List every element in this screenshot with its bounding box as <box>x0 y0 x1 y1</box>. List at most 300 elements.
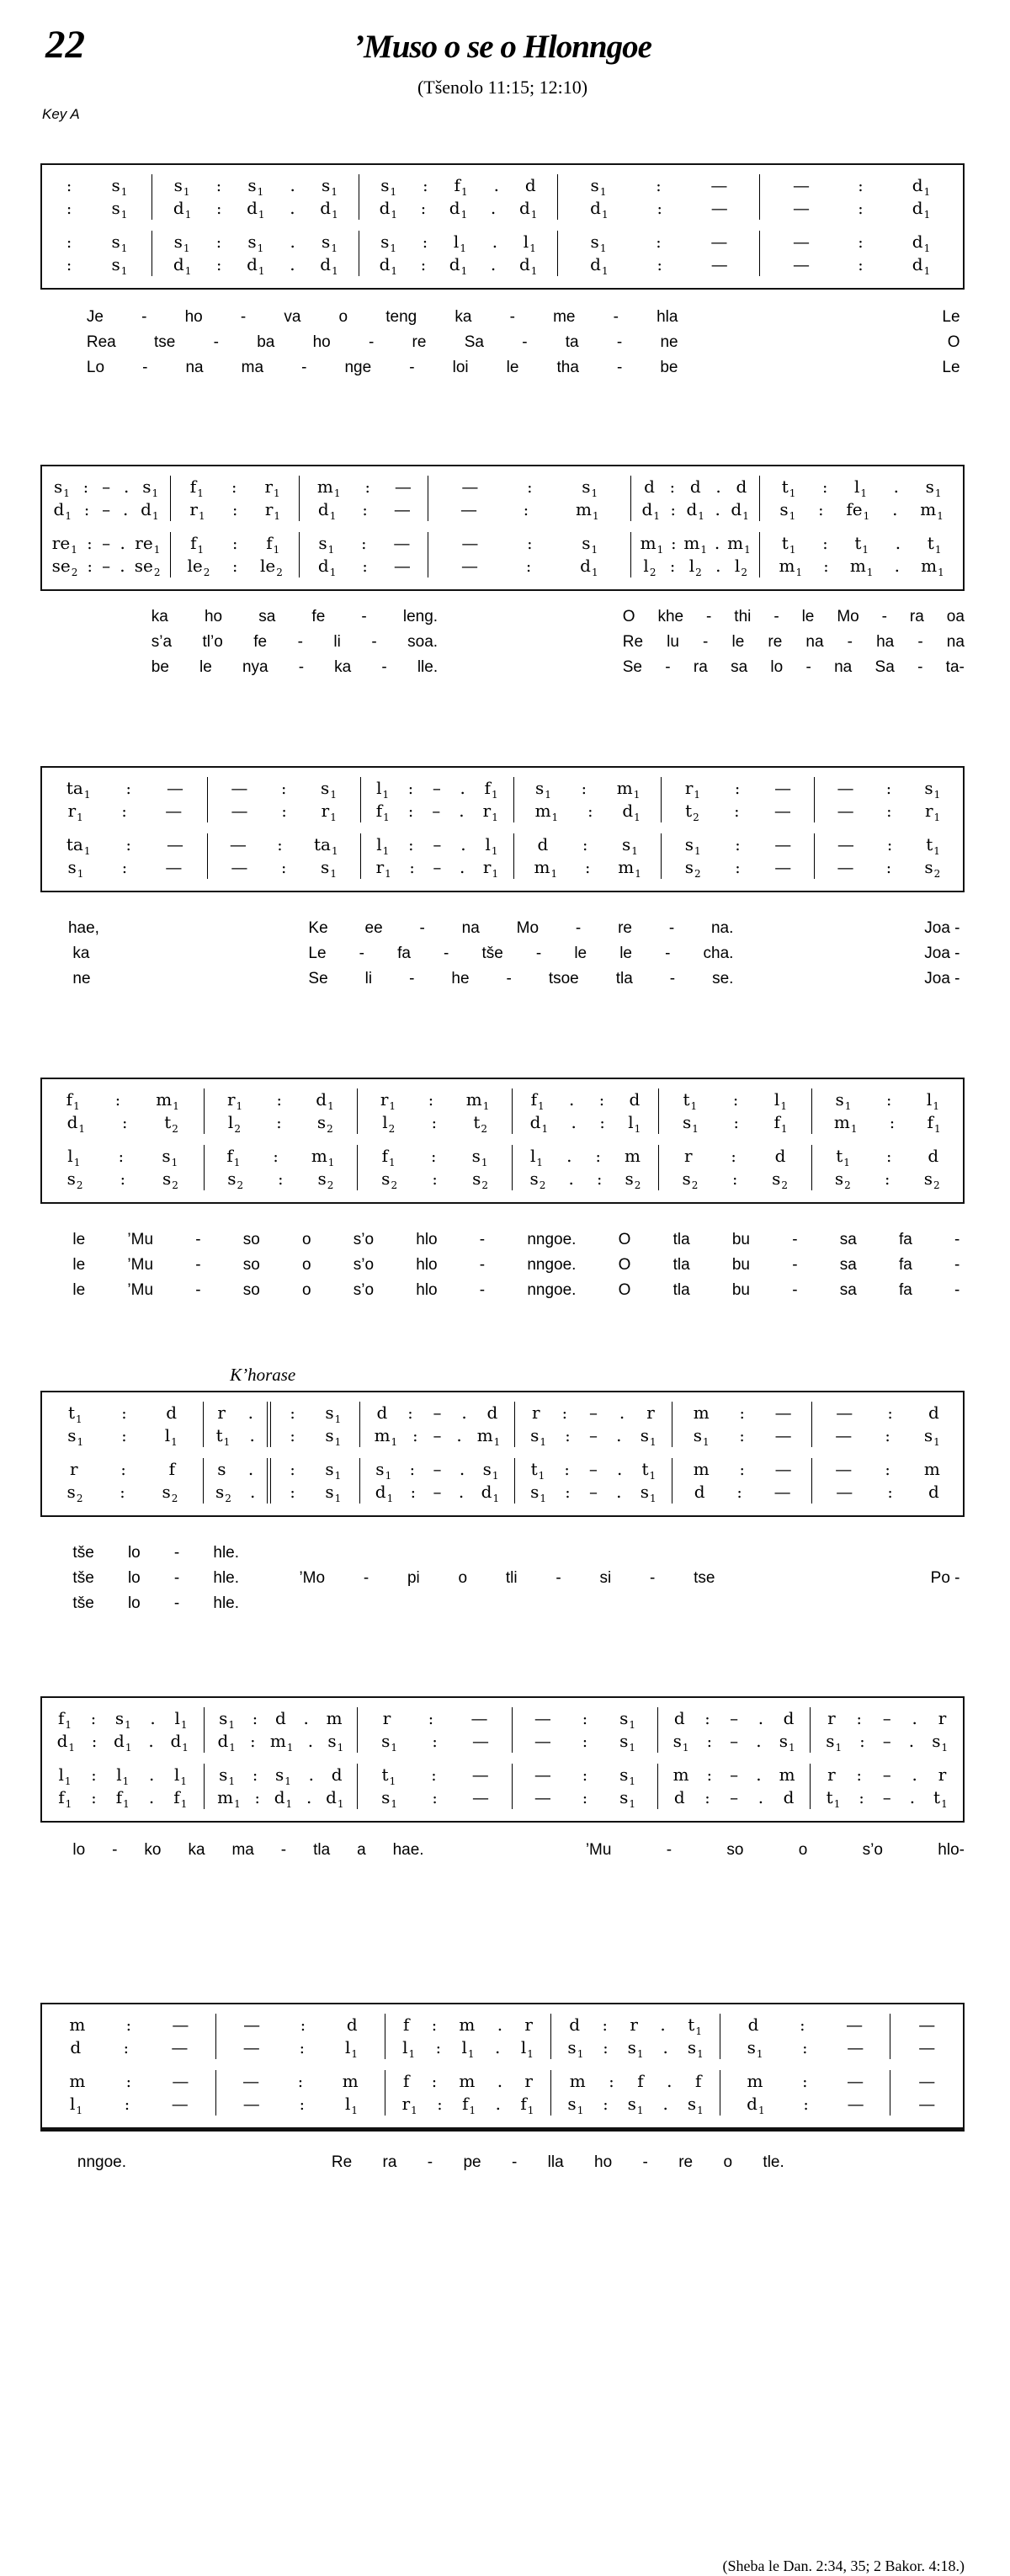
notation-token: $s_2$ <box>529 1168 546 1191</box>
syllable: ’Mo <box>299 1569 326 1587</box>
voice-tenor <box>551 2070 720 2093</box>
notation-token: — <box>774 857 791 877</box>
notation-token: d <box>644 476 655 497</box>
syllable: he <box>451 970 470 987</box>
bar-cell <box>358 1707 513 1753</box>
notation-token: $r_1$ <box>482 801 498 823</box>
notation-token: : <box>595 1147 601 1166</box>
voice-tenor <box>42 2070 215 2093</box>
notation-token: d <box>928 1402 939 1423</box>
notation-token: — <box>774 778 791 798</box>
notation-token: — <box>243 2014 260 2035</box>
notation-token: — <box>918 2094 935 2114</box>
lyric-segment <box>72 1227 960 1253</box>
syllable: le <box>72 1231 86 1248</box>
voice-tenor <box>513 1145 658 1168</box>
syllable: le <box>731 633 745 651</box>
notation-token: $t_1$ <box>530 1459 545 1482</box>
syllable: - <box>917 633 923 651</box>
notation-token: : <box>431 1114 437 1132</box>
notation-token: : <box>670 501 676 519</box>
voice-pair <box>42 1145 963 1190</box>
bar-cell <box>672 1458 812 1504</box>
syllable: ko <box>144 1841 162 1859</box>
bar-cell <box>558 174 761 220</box>
voice-alto <box>42 1424 203 1447</box>
bar-cell <box>42 231 152 276</box>
syllable: so <box>726 1841 744 1859</box>
bar-cell <box>152 174 359 220</box>
syllable: - <box>361 608 367 625</box>
syllable: bu <box>731 1256 750 1274</box>
notation-token: $m_1$ <box>921 556 944 578</box>
notation-token: . <box>616 1482 622 1502</box>
notation-token: — <box>242 2037 259 2057</box>
voice-bass <box>171 555 299 577</box>
voice-bass <box>271 1481 359 1504</box>
notation-token: $f_1$ <box>173 1787 188 1810</box>
voice-tenor <box>300 532 428 555</box>
notation-token: $s_2$ <box>472 1168 489 1191</box>
voice-tenor <box>658 1764 811 1786</box>
voice-soprano <box>358 1088 512 1111</box>
syllable: - <box>444 945 449 962</box>
notation-token: : <box>66 233 72 252</box>
notation-token: $t_1$ <box>836 1146 850 1168</box>
syllable: lle. <box>417 658 439 676</box>
lyric-line <box>40 1227 965 1253</box>
notation-token: : <box>885 1427 890 1445</box>
notation-token: $d_1$ <box>114 1731 132 1754</box>
notation-token: $f_1$ <box>58 1787 72 1810</box>
notation-token: : <box>361 535 367 553</box>
syllable: Mo <box>516 919 540 937</box>
notation-token: d <box>673 1708 685 1728</box>
notation-token: – <box>433 834 442 854</box>
voice-tenor <box>659 1145 811 1168</box>
notation-token: . <box>662 2037 668 2057</box>
notation-token: – <box>433 1459 442 1479</box>
notation-token: $s_1$ <box>619 1787 636 1810</box>
syllable: be <box>660 359 678 376</box>
notation-token: $s_1$ <box>111 232 128 254</box>
syllable: - <box>616 359 623 376</box>
notation-token: : <box>885 1170 890 1189</box>
voice-bass <box>811 1786 963 1809</box>
notation-token: m <box>693 1402 710 1423</box>
bar-cell <box>513 1088 659 1134</box>
notation-token: : <box>735 859 741 877</box>
voice-bass <box>42 253 152 276</box>
lyric-line <box>40 604 965 630</box>
voice-tenor <box>514 833 661 856</box>
notation-token: . <box>122 499 129 519</box>
syllable: sa <box>258 608 276 625</box>
notation-token: $l_1$ <box>174 1708 188 1731</box>
notation-token: $r_1$ <box>401 2094 417 2116</box>
notation-token: : <box>856 1766 862 1785</box>
notation-token: r <box>532 1402 540 1423</box>
notation-token: : <box>582 1732 588 1751</box>
syllable: li <box>333 633 341 651</box>
lyric-segment <box>72 1591 239 1616</box>
voice-tenor <box>812 1458 963 1481</box>
syllable: - <box>195 1281 201 1299</box>
notation-token: $s_1$ <box>219 1708 236 1731</box>
notation-token: — <box>231 778 247 798</box>
lyric-segment: ka <box>72 945 90 962</box>
syllable: be <box>151 658 169 676</box>
notation-token: . <box>758 1787 764 1807</box>
notation-token: $m_1$ <box>217 1787 241 1810</box>
syllable: - <box>703 633 709 651</box>
bar-cell <box>300 476 428 521</box>
notation-token: $s_1$ <box>380 232 397 254</box>
syllable: - <box>280 1841 287 1859</box>
notation-token: – <box>730 1787 739 1807</box>
bar-cell <box>659 1088 812 1134</box>
lyric-segment: hae, <box>67 919 99 937</box>
voice-alto <box>558 197 760 220</box>
notation-token: d <box>486 1402 498 1423</box>
notation-token: $s_1$ <box>567 2094 584 2116</box>
syllable: - <box>301 359 307 376</box>
syllable: - <box>522 333 528 351</box>
bar-cell <box>42 2070 216 2116</box>
syllable: - <box>371 633 377 651</box>
notation-token: — <box>472 1787 489 1807</box>
notation-token: $s_1$ <box>682 1112 699 1135</box>
notation-token: – <box>432 801 441 821</box>
notation-token: : <box>858 233 864 252</box>
verse-systems <box>40 163 965 1303</box>
notation-token: $m_1$ <box>156 1089 179 1112</box>
notation-token: $s_1$ <box>321 778 337 801</box>
notation-token: $s_1$ <box>582 533 598 556</box>
notation-token: $d_1$ <box>747 2094 765 2116</box>
voice-alto <box>359 197 556 220</box>
notation-token: . <box>459 801 465 821</box>
bar-cell <box>208 833 361 879</box>
bar-cell <box>760 231 963 276</box>
voice-bass <box>672 1481 811 1504</box>
notation-token: — <box>835 1425 852 1445</box>
notation-token: $d_1$ <box>320 254 338 277</box>
notation-token: : <box>736 1483 742 1502</box>
notation-token: — <box>837 834 853 854</box>
notation-token: $f_1$ <box>66 1089 80 1112</box>
notation-token: — <box>472 1731 489 1751</box>
notation-token: : <box>582 1710 588 1728</box>
notation-token: . <box>616 1425 622 1445</box>
notation-token: d <box>537 834 549 854</box>
notation-token: $l_2$ <box>734 556 747 578</box>
notation-token: $s_1$ <box>535 778 551 801</box>
bar-cell <box>42 777 208 822</box>
notation-token: $t_1$ <box>781 533 796 556</box>
notation-token: $s_1$ <box>375 1459 392 1482</box>
notation-token: . <box>459 1459 465 1479</box>
notation-token: . <box>912 1708 917 1728</box>
notation-token: : <box>887 1483 893 1502</box>
syllable: ra <box>382 2153 397 2171</box>
voice-alto <box>205 1111 358 1134</box>
notation-token: $s_1$ <box>530 1482 547 1504</box>
chorus-systems <box>40 1391 965 2175</box>
voice-tenor <box>42 1458 203 1481</box>
voice-bass <box>385 2093 550 2116</box>
notation-token: : <box>299 2095 306 2114</box>
notation-token: $l_1$ <box>70 2094 83 2116</box>
notation-token: $d_1$ <box>481 1482 500 1504</box>
notation-token: . <box>249 1425 255 1445</box>
notation-token: — <box>167 834 183 854</box>
voice-tenor <box>42 1145 204 1168</box>
voice-pair <box>42 2070 963 2116</box>
notation-token: : <box>124 2095 130 2114</box>
notation-token: $r_1$ <box>924 801 941 823</box>
notation-token: – <box>588 1482 598 1502</box>
syllable: - <box>669 970 676 987</box>
syllable: ka <box>454 308 472 326</box>
notation-token: $l_1$ <box>854 476 868 499</box>
notation-token: $se_2$ <box>134 556 161 578</box>
lyrics-block <box>40 305 965 381</box>
notation-token: m <box>923 1459 940 1479</box>
notation-token: — <box>534 1708 550 1728</box>
voice-alto <box>720 2036 889 2059</box>
notation-token: $s_1$ <box>672 1731 689 1754</box>
bar-cell <box>890 2014 963 2059</box>
syllable: tla <box>672 1281 690 1299</box>
notation-token: . <box>490 198 497 218</box>
notation-token: : <box>290 1404 295 1423</box>
voice-tenor <box>720 2070 889 2093</box>
syllable: - <box>665 658 671 676</box>
voice-soprano <box>513 1707 657 1730</box>
notation-token: . <box>120 533 125 553</box>
music-system <box>40 2003 965 2175</box>
notation-token: $s_1$ <box>142 476 159 499</box>
notation-token: : <box>408 836 414 854</box>
notation-token: $s_1$ <box>162 1146 178 1168</box>
notation-token: . <box>909 1787 916 1807</box>
notation-token: : <box>561 1404 567 1423</box>
notation-token: . <box>715 476 721 497</box>
notation-token: m <box>569 2071 586 2091</box>
voice-alto <box>515 1424 672 1447</box>
notation-token: — <box>710 175 727 195</box>
syllable: ho <box>184 308 203 326</box>
notation-token: $l_1$ <box>345 2037 359 2060</box>
notation-token: – <box>730 1731 739 1751</box>
syllable: O <box>618 1281 631 1299</box>
notation-token: $s_2$ <box>317 1168 334 1191</box>
voice-pair <box>42 476 963 521</box>
bar-cell <box>204 1458 268 1504</box>
syllable: - <box>479 1231 486 1248</box>
voice-soprano <box>152 174 359 197</box>
notation-token: : <box>582 1766 588 1785</box>
notation-token: — <box>461 533 478 553</box>
syllable: loi <box>452 359 469 376</box>
lyric-segment <box>586 1838 965 1863</box>
notation-token: : <box>609 2073 614 2091</box>
notation-token: $s_1$ <box>325 1459 342 1482</box>
notation-token: $s_1$ <box>747 2037 763 2060</box>
notation-token: $t_1$ <box>67 1402 82 1425</box>
voice-soprano <box>42 777 207 800</box>
notation-token: $s_1$ <box>325 1402 342 1425</box>
notation-token: d <box>673 1787 685 1807</box>
lyric-segment <box>332 2150 784 2175</box>
voice-alto <box>152 197 359 220</box>
notation-token: f <box>403 2071 410 2091</box>
notation-token: m <box>459 2071 476 2091</box>
notation-token: $f_1$ <box>530 1089 545 1112</box>
notation-token: $m_1$ <box>311 1146 335 1168</box>
notation-token: : <box>278 1170 284 1189</box>
notation-token: : <box>290 1461 295 1479</box>
notation-token: . <box>495 2037 501 2057</box>
voice-bass <box>812 1168 963 1190</box>
notation-token: $s_2$ <box>682 1168 699 1191</box>
syllable: - <box>409 970 415 987</box>
lyrics-block <box>40 1838 965 1863</box>
notation-token: : <box>232 557 238 576</box>
notation-token: : <box>410 1483 417 1502</box>
notation-token: : <box>121 1114 128 1132</box>
syllable: - <box>847 633 853 651</box>
syllable: fa <box>397 945 411 962</box>
notation-token: $d_1$ <box>529 1112 549 1135</box>
syllable: leng. <box>402 608 439 625</box>
notation-token: $l_1$ <box>529 1146 543 1168</box>
lyric-line <box>40 941 965 966</box>
voice-tenor <box>760 231 963 253</box>
syllable: - <box>535 945 542 962</box>
notation-token: : <box>252 1766 258 1785</box>
syllable: O <box>622 608 635 625</box>
notation-token: $f_1$ <box>190 533 205 556</box>
syllable: bu <box>731 1281 750 1299</box>
voice-alto <box>428 498 630 521</box>
notation-token: . <box>714 533 720 553</box>
notation-token: $s_2$ <box>162 1482 178 1504</box>
voice-soprano <box>205 1088 358 1111</box>
notation-token: $s_1$ <box>111 175 128 198</box>
bar-cell <box>658 1764 811 1809</box>
notation-token: . <box>568 1168 574 1189</box>
notation-token: . <box>247 1402 254 1423</box>
notation-token: : <box>120 1170 125 1189</box>
notation-token: — <box>837 778 853 798</box>
voice-alto <box>42 498 170 521</box>
notation-grid <box>40 2003 965 2132</box>
voice-tenor <box>216 2070 385 2093</box>
notation-token: . <box>571 1112 577 1132</box>
notation-token: : <box>432 1732 438 1751</box>
voice-tenor <box>42 833 207 856</box>
syllable: tli <box>505 1569 518 1587</box>
notation-token: r <box>217 1402 226 1423</box>
notation-token: : <box>407 1404 413 1423</box>
voice-pair <box>42 777 963 822</box>
notation-token: $s_2$ <box>316 1112 333 1135</box>
notation-token: $s_1$ <box>924 778 941 801</box>
syllable: - <box>368 333 375 351</box>
notation-token: $s_1$ <box>247 232 264 254</box>
lyric-segment <box>72 1278 960 1303</box>
notation-token: d <box>928 1146 939 1166</box>
notation-token: : <box>802 2039 808 2057</box>
notation-token: : <box>656 256 662 274</box>
bar-cell <box>205 1088 359 1134</box>
bar-cell <box>152 231 359 276</box>
voice-alto <box>208 800 360 822</box>
voice-tenor <box>205 1145 358 1168</box>
voice-alto <box>662 800 814 822</box>
syllable: hlo <box>416 1281 438 1299</box>
bar-cell <box>514 777 662 822</box>
voice-soprano <box>515 1402 672 1424</box>
syllable: tse <box>694 1569 715 1587</box>
voice-tenor <box>558 231 760 253</box>
notation-token: $d_1$ <box>731 499 749 522</box>
notation-token: : <box>656 233 662 252</box>
bar-cell <box>514 833 662 879</box>
lyric-line <box>40 2150 965 2175</box>
notation-token: $s_1$ <box>932 1731 949 1754</box>
notation-token: – <box>432 778 441 798</box>
lyric-segment <box>308 941 733 966</box>
notation-token: : <box>739 1461 745 1479</box>
syllable: nngoe. <box>527 1281 577 1299</box>
notation-token: $m_1$ <box>618 857 641 880</box>
bar-cell <box>720 2014 890 2059</box>
notation-token: d <box>346 2014 358 2035</box>
notation-token: $s_1$ <box>173 232 190 254</box>
voice-bass <box>515 1481 672 1504</box>
bar-cell <box>815 833 963 879</box>
notation-token: : <box>525 557 532 576</box>
notation-token: $r_1$ <box>264 499 281 522</box>
notation-token: : <box>739 1404 745 1423</box>
syllable: - <box>141 308 147 326</box>
voice-tenor <box>515 1458 672 1481</box>
lyric-segment <box>152 630 438 655</box>
notation-token: — <box>710 254 727 274</box>
notation-token: . <box>667 2071 672 2091</box>
notation-token: $l_1$ <box>485 834 498 857</box>
voice-tenor <box>42 231 152 253</box>
notation-token: : <box>422 233 428 252</box>
notation-token: $le_2$ <box>260 556 283 578</box>
music-system <box>40 766 965 992</box>
notation-token: . <box>148 1764 155 1785</box>
voice-alto <box>271 1424 359 1447</box>
notation-token: — <box>534 1787 550 1807</box>
notation-token: : <box>858 1789 864 1807</box>
voice-tenor <box>631 532 759 555</box>
voice-tenor <box>513 1764 657 1786</box>
notation-token: $s_1$ <box>247 175 264 198</box>
syllable: tla <box>313 1841 331 1859</box>
voice-alto <box>360 1424 513 1447</box>
notation-token: . <box>662 2094 668 2114</box>
bar-cell <box>760 532 963 577</box>
syllable: ta- <box>945 658 965 676</box>
